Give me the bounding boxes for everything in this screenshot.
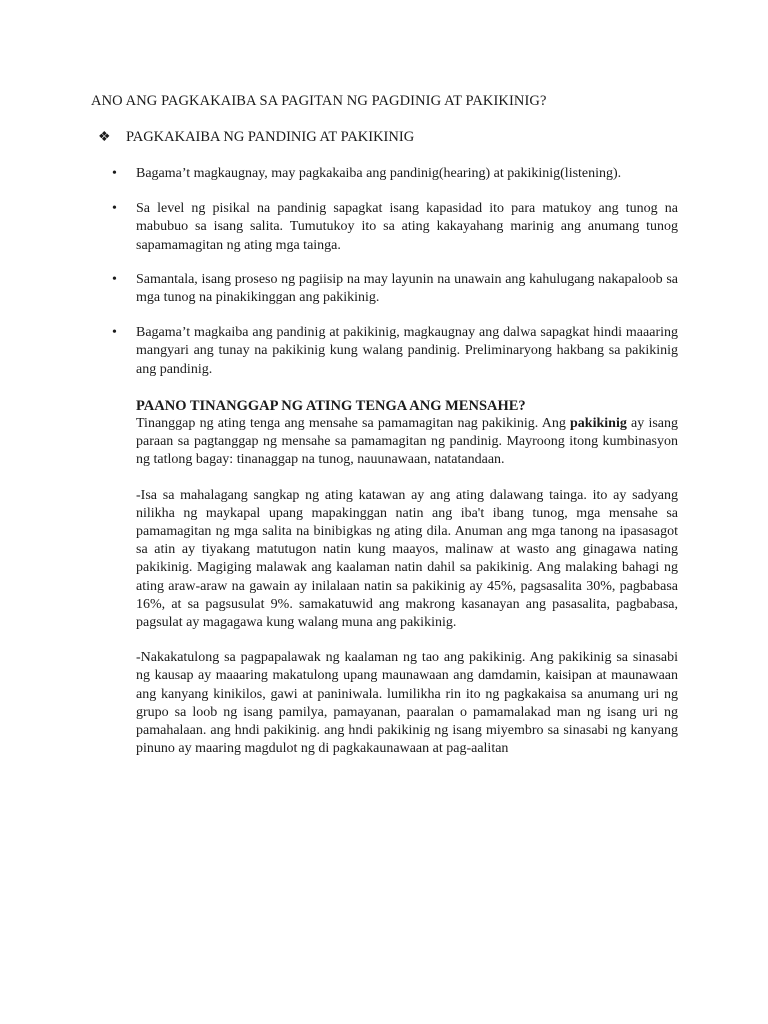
diamond-bullet-icon: ❖ — [98, 130, 111, 145]
bullet-text: Sa level ng pisikal na pandinig sapagkat isang kapasidad ito para matukoy ang tunog na mabubuo sa isang salita. Tumutukoy ito sa ating kakayahang marinig ang anumang tunog sapamamagitan ng ating mga tainga. — [136, 201, 678, 253]
bullet-text: Samantala, isang proseso ng pagiisip na may layunin na unawain ang kahulugang nakapaloob sa mga tunog na pinakikinggan ang pakikinig. — [136, 271, 678, 306]
paragraph-text: ay isang paraan sa pagtanggap ng mensahe sa pamamagitan ng pandinig. Mayroong itong kumbinasyon ng tatlong bagay: tinanaggap na tunog, nauunawaan, natatandaan. — [136, 416, 678, 468]
document-title: ANO ANG PAGKAKAIBA SA PAGITAN NG PAGDINIG AT PAKIKINIG? — [91, 93, 547, 109]
bold-term: pakikinig — [570, 416, 627, 431]
paragraph: -Isa sa mahalagang sangkap ng ating katawan ay ang ating dalawang tainga. ito ay sadyang nilikha ng maykapal upang mapakinggan natin ang iba't ibang tunog, mga mensahe sa pamamagitan ng mga salita na binibigkas ng ating dila. Anuman ang mga tanong na ipasasagot sa atin ay tiyakang matutugon natin kung maayos, malinaw at wasto ang ginagawa nating pakikinig. Magiging malawak ang kaalaman natin dahil sa pakikinig. Ang malaking bahagi ng ating araw-araw na gawain ay inilalaan natin sa pakikinig ay 45%, pagsasalita 30%, pagbabasa 16%, at sa pagsusulat 9%. samakatuwid ang makrong kasanayan ang pasasalita, pagbabasa, pagsulat ay magagawa kung walang muna ang pakikinig. — [136, 487, 678, 631]
bullet-dot-icon: • — [112, 271, 117, 287]
content-section — [136, 398, 678, 758]
section-heading-text: PAGKAKAIBA NG PANDINIG AT PAKIKINIG — [126, 129, 415, 145]
bullet-text: Bagama’t magkaiba ang pandinig at pakikinig, magkaugnay ang dalwa sapagkat hindi maaaring mangyari ang tunay na pakikinig kung walang pandinig. Preliminaryong hakbang sa pakikinig ang pandinig. — [136, 325, 678, 377]
list-item — [112, 200, 678, 255]
bullet-dot-icon: • — [112, 201, 117, 217]
bullet-dot-icon: • — [112, 166, 117, 181]
section-heading — [98, 129, 414, 146]
bullet-list — [112, 165, 678, 379]
list-item — [112, 324, 678, 379]
subsection-heading: PAANO TINANGGAP NG ATING TENGA ANG MENSAHE? — [136, 398, 526, 414]
paragraph-text: Tinanggap ng ating tenga ang mensahe sa pamamagitan nag pakikinig. Ang — [136, 416, 571, 431]
bullet-dot-icon: • — [112, 325, 117, 341]
list-item — [112, 165, 678, 183]
paragraph: -Nakakatulong sa pagpapalawak ng kaalaman ng tao ang pakikinig. Ang pakikinig sa sinasabi ng kausap ay maaaring makatulong upang maunawaan ang damdamin, kaisipan at maunawaan ang kanyang kinikilos, gawi at paniniwala. lumilikha rin ito ng pagkakaisa sa anumang uri ng grupo sa loob ng isang pamilya, pamayanan, paaralan o pamamalakad man ng isang uri ng pamahalaan. ang hndi pakikinig. ang hndi pakikinig ng isang miyembro sa sinasabi ng kanyang pinuno ay maaring magdulot ng di pagkakaunawaan at pag-aalitan — [136, 650, 678, 757]
list-item — [112, 271, 678, 307]
bullet-text: Bagama’t magkaugnay, may pagkakaiba ang pandinig(hearing) at pakikinig(listening). — [136, 166, 622, 181]
paragraph — [136, 415, 678, 470]
